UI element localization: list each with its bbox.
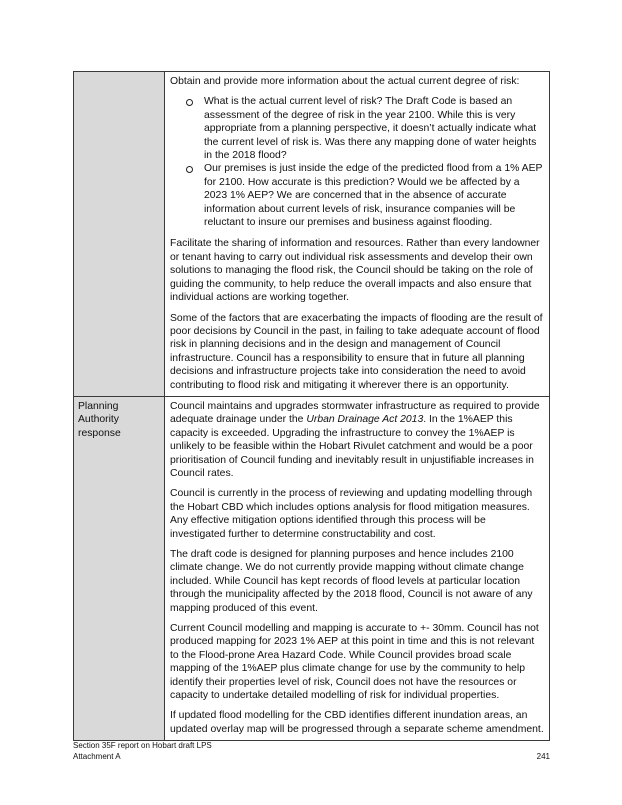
paragraph [170,400,544,480]
table-row [74,72,550,397]
row-label: Planning Authority response [78,400,121,439]
list-item [204,162,544,229]
row-label [74,72,164,78]
text-span: Council maintains and upgrades stormwater infrastructure as required to provide adequate drainage under the [170,400,540,426]
page-footer [73,741,550,762]
page-number: 241 [536,751,550,761]
list-item [204,95,544,162]
intro-text: Obtain and provide more information about the actual current degree of risk: [170,76,520,87]
paragraph: Current Council modelling and mapping is accurate to +- 30mm. Council has not produced mapping for 2023 1% AEP at this point in time and this is not relevant to the Flood-prone Area Hazard Code. While Council provides broad scale mapping of the 1%AEP plus climate change for use by the community to help identify their properties level of risk, Council does not have the resources or capacity to undertake detailed modelling of risk for individual properties. [170,623,539,702]
paragraph: The draft code is designed for planning purposes and hence includes 2100 climate change. We do not currently provide mapping without climate change included. While Council has kept records of flood levels at particular location through the municipality affected by the 2018 flood, Council is not aware of any mapping produced of this event. [170,549,533,614]
text-span: . In the 1%AEP this capacity is exceeded. Upgrading the infrastructure to convey the 1%AEP is unlikely to be feasible within the Hobart Rivulet catchment and would be a poor prioritisation of Council funding and inevitably result in unjustifiable increases in Council rates. [170,414,534,479]
row-label-cell [74,72,165,397]
row-label-cell [74,396,165,740]
submission-content-cell [165,72,550,397]
paragraph: If updated flood modelling for the CBD identifies different inundation areas, an updated overlay map will be progressed through a separate scheme amendment. [170,710,544,735]
footer-report-title: Section 35F report on Hobart draft LPS [73,741,212,750]
question-list [170,95,544,229]
hollow-circle-bullet-icon [186,166,193,173]
list-item-text: Our premises is just inside the edge of the predicted flood from a 1% AEP for 2100. How accurate is this prediction? Would we be affected by a 2023 1% AEP? We are concerned that in the absence of accurate information about current levels of risk, insurance companies will be reluctant to insure our premises and business against flooding. [204,163,543,229]
list-item-text: What is the actual current level of risk? The Draft Code is based an assessment of the degree of risk in the year 2100. While this is very appropriate from a planning perspective, it doesn’t actually indicate what the current level of risk is. Was there any mapping done of water heights in the 2018 flood? [204,96,537,162]
footer-attachment: Attachment A [73,751,121,761]
table-row [74,396,550,740]
response-content-cell [165,396,550,740]
hollow-circle-bullet-icon [186,99,193,106]
paragraph: Facilitate the sharing of information and resources. Rather than every landowner or tenant having to carry out individual risk assessments and develop their own solutions to managing the flood risk, the Council should be taking on the role of guiding the community, to help reduce the overall impacts and also ensure that individual actions are working together. [170,238,540,304]
submission-table [73,71,550,741]
paragraph: Some of the factors that are exacerbating the impacts of flooding are the result of poor decisions by Council in the past, in failing to take adequate account of flood risk in planning decisions and in the design and management of Council infrastructure. Council has a responsibility to ensure that in future all planning decisions and infrastructure projects take into consideration the need to avoid contributing to flood risk and mitigating it wherever there is an opportunity. [170,312,543,391]
act-title: Urban Drainage Act 2013 [306,414,424,426]
paragraph: Council is currently in the process of reviewing and updating modelling through the Hobart CBD which includes options analysis for flood mitigation measures. Any effective mitigation options identified through this process will be investigated further to determine constructability and cost. [170,488,533,540]
